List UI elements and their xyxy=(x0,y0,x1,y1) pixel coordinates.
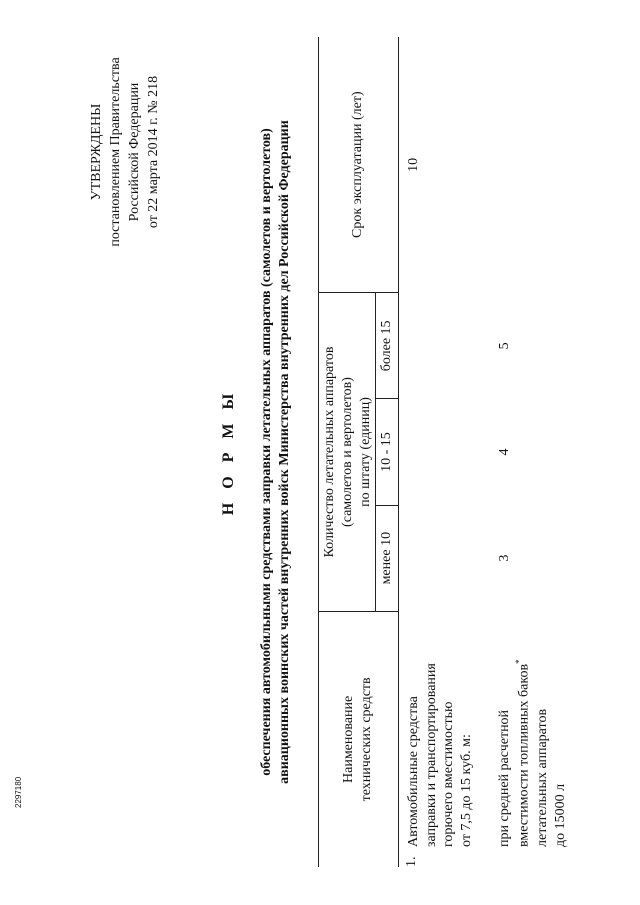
table-row xyxy=(478,37,571,867)
header-quantity-line: по штату (единиц) xyxy=(357,397,373,507)
row-name xyxy=(398,611,478,867)
document-code: 2297180 xyxy=(14,776,23,808)
cell-empty xyxy=(478,37,571,293)
row-name xyxy=(478,611,571,867)
subheader-more-15: более 15 xyxy=(375,293,398,399)
cell-term: 10 xyxy=(405,157,421,172)
cell-empty xyxy=(398,293,478,399)
cell-empty xyxy=(398,399,478,505)
row-text-line: при средней расчетной xyxy=(497,709,513,847)
approval-line: от 22 марта 2014 г. № 218 xyxy=(145,75,161,229)
header-name-line: Наименование xyxy=(341,695,357,783)
approval-line: Российской Федерации xyxy=(126,82,142,222)
footnote-mark: * xyxy=(514,659,525,664)
cell-value-less-10: 3 xyxy=(497,554,513,562)
approval-stamp xyxy=(88,17,164,287)
cell-value-more-15: 5 xyxy=(497,342,513,350)
header-name xyxy=(319,611,399,867)
row-text-line xyxy=(514,615,534,847)
row-text-line: Автомобильные средства xyxy=(405,696,421,847)
header-quantity-line: (самолетов и вертолетов) xyxy=(339,377,355,527)
table-header-row xyxy=(319,37,376,867)
norms-table xyxy=(318,37,572,867)
header-term: Срок эксплуатации (лет) xyxy=(319,37,399,293)
subheader-less-10: менее 10 xyxy=(375,505,398,611)
document-subtitle-line: обеспечения автомобильными средствами заправки летательных аппаратов (самолетов и вертолетов) xyxy=(259,128,274,776)
document-title-block xyxy=(220,37,294,867)
rotated-document-page xyxy=(60,17,580,887)
cell-value-10-15: 4 xyxy=(497,448,513,456)
approval-line: постановлением Правительства xyxy=(107,57,123,247)
row-text-line: горючего вместимостью xyxy=(441,701,457,847)
table-row xyxy=(398,37,478,867)
document-subtitle-line: авиационных воинских частей внутренних войск Министерства внутренних дел Российской Федерации xyxy=(277,120,293,784)
row-text: вместимости топливных баков xyxy=(516,663,532,847)
row-text-line: до 15000 л xyxy=(552,783,568,847)
row-text-line: летательных аппаратов xyxy=(534,708,550,847)
header-name-line: технических средств xyxy=(359,677,375,802)
subheader-10-15: 10 - 15 xyxy=(375,399,398,505)
header-quantity xyxy=(319,293,376,611)
header-quantity-line: Количество летательных аппаратов xyxy=(322,346,337,558)
document-title: Н О Р М Ы xyxy=(220,388,237,516)
approval-line: УТВЕРЖДЕНЫ xyxy=(89,103,104,201)
cell-empty xyxy=(398,505,478,611)
row-number: 1. xyxy=(403,856,419,867)
row-text-line: от 7,5 до 15 куб. м: xyxy=(459,734,475,847)
row-text-line: заправки и транспортирования xyxy=(423,663,439,847)
